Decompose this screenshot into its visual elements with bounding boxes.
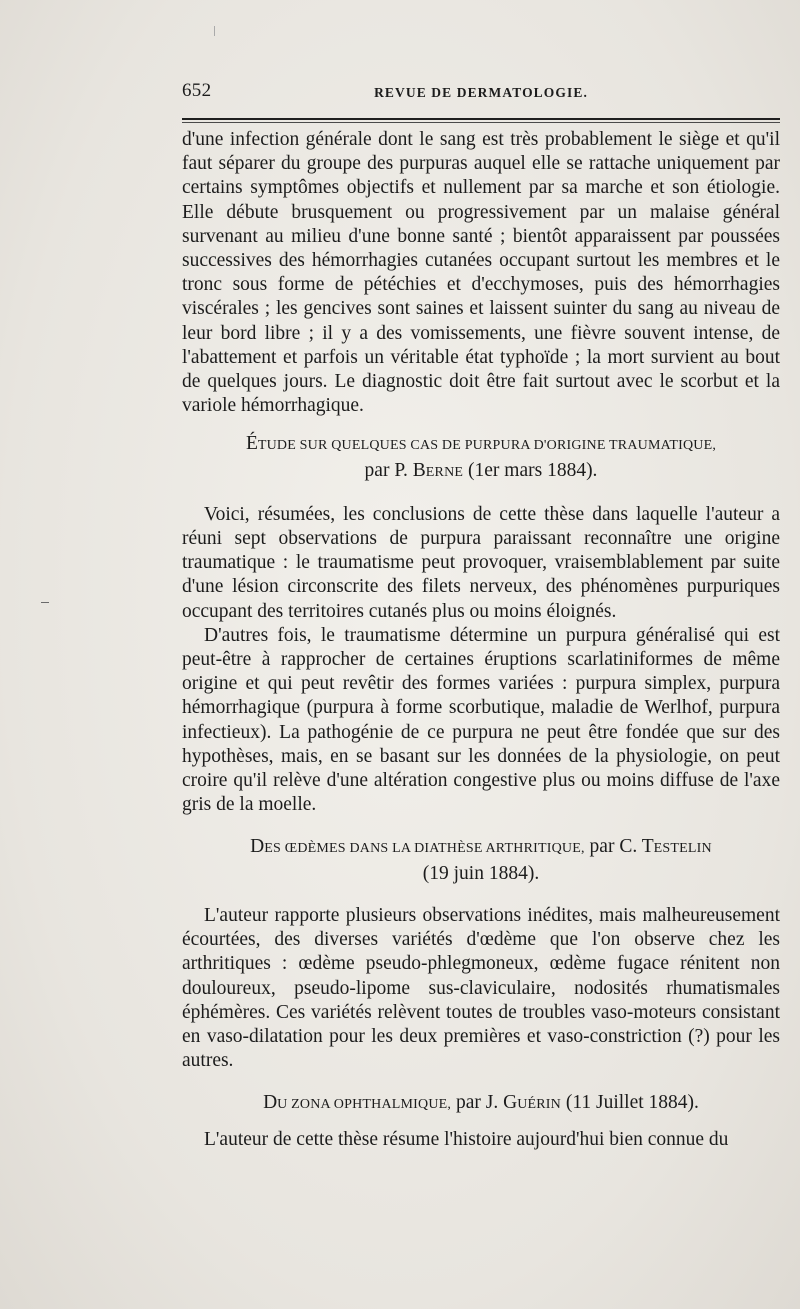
- page-number: 652: [182, 80, 212, 101]
- body-text: [182, 128, 780, 1152]
- byline-date: (1er mars 1884).: [463, 459, 598, 481]
- page-header: [182, 80, 780, 110]
- heading-par: par C.: [584, 836, 642, 858]
- heading-text: ES ŒDÈMES DANS LA DIATHÈSE ARTHRITIQUE,: [264, 841, 585, 857]
- heading-initial: É: [245, 433, 258, 455]
- paragraph: D'autres fois, le traumatisme détermine un purpura généralisé qui est peut-être à rapprocher de certaines éruptions scarlatiniformes de même origine et qui peut revêtir des formes variées : purpura simplex, purpura hémorrhagique (purpura à forme scorbutique, maladie de Werlhof, purpura infectieux). La pathogénie de ce purpura ne peut être fondée que sur des hypothèses, mais, en se basant sur les données de la physiologie, on peut croire qu'il relève d'une altération congestive plus ou moins diffuse de l'axe gris de la moelle.: [182, 624, 780, 816]
- paragraph: Voici, résumées, les conclusions de cette thèse dans laquelle l'auteur a réuni sept observations de purpura paraissant reconnaître une origine traumatique : le traumatisme peut provoquer, vraisemblablement par suite d'une lésion circonscrite des filets nerveux, des phénomènes purpuriques occupant des territoires cutanés plus ou moins éloignés.: [182, 503, 780, 622]
- heading-date: (11 Juillet 1884).: [560, 1092, 699, 1114]
- heading-text: U ZONA OPHTHALMIQUE,: [277, 1097, 452, 1113]
- heading-initial: D: [263, 1092, 278, 1114]
- byline-initial: B: [412, 459, 426, 481]
- header-rule: [182, 118, 780, 120]
- heading-text: TUDE SUR QUELQUES CAS DE PURPURA D'ORIGINE TRAUMATIQUE,: [257, 438, 717, 454]
- byline-par: par P.: [364, 459, 413, 481]
- stray-mark: [214, 26, 215, 36]
- heading-author: ESTELIN: [653, 841, 712, 857]
- section-heading-purpura: [182, 432, 780, 458]
- heading-author-initial: T: [641, 836, 654, 858]
- section-heading-zona: [182, 1091, 780, 1117]
- heading-initial: D: [250, 836, 265, 858]
- margin-mark: [41, 602, 49, 603]
- heading-author: UÉRIN: [517, 1097, 561, 1113]
- byline-author: ERNE: [425, 464, 464, 480]
- section-date-oedemes: (19 juin 1884).: [422, 862, 540, 884]
- running-title: REVUE DE DERMATOLOGIE.: [374, 85, 588, 100]
- paragraph: L'auteur de cette thèse résume l'histoire aujourd'hui bien connue du: [204, 1128, 729, 1150]
- heading-author-initial: G: [503, 1092, 518, 1114]
- heading-par: par J.: [451, 1092, 504, 1114]
- continued-paragraph: d'une infection générale dont le sang est très probablement le siège et qu'il faut séparer du groupe des purpuras auquel elle se rattache uniquement par certains symptômes objectifs et nullement par sa marche et son étiologie. Elle débute brusquement ou progressivement par un malaise général survenant au milieu d'une bonne santé ; bientôt apparaissent par poussées successives des hémorrhagies cutanées occupant surtout les membres et le tronc sous forme de pétéchies et d'ecchymoses, puis des hémorrhagies viscérales ; les gencives sont saines et laissent suinter du sang au niveau de leur bord libre ; il y a des vomissements, une fièvre souvent intense, de l'abattement et parfois un véritable état typhoïde ; la mort survient au bout de quelques jours. Le diagnostic doit être fait surtout avec le scorbut et la variole hémorrhagique.: [182, 129, 780, 417]
- section-heading-oedemes: [182, 835, 780, 861]
- paragraph: L'auteur rapporte plusieurs observations inédites, mais malheureusement écourtées, des diverses variétés d'œdème que l'on observe chez les arthritiques : œdème pseudo-phlegmoneux, œdème fugace rénitent non douloureux, pseudo-lipome sus-claviculaire, nodosités rhumatismales éphémères. Ces variétés relèvent toutes de troubles vaso-moteurs consistant en vaso-dilatation pour les deux premières et vaso-constriction (?) pour les autres.: [182, 904, 780, 1072]
- section-byline-purpura: [182, 459, 780, 485]
